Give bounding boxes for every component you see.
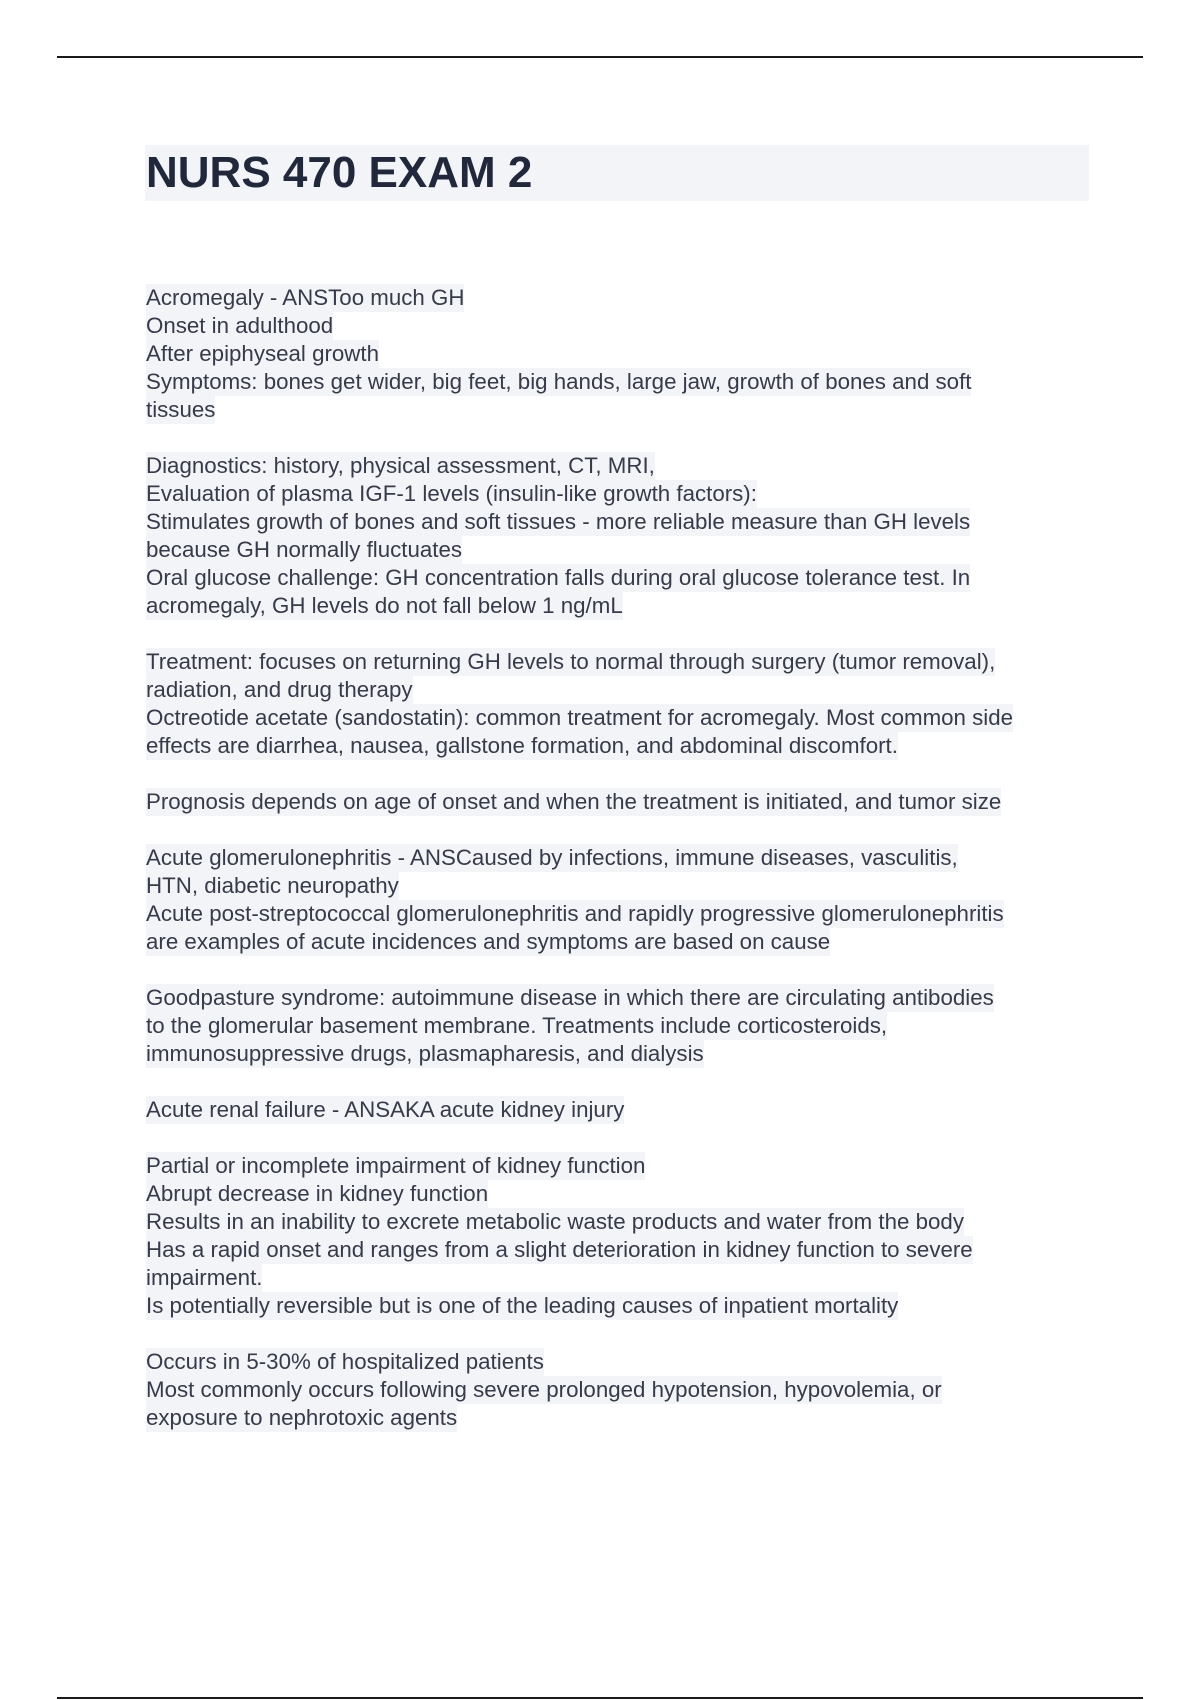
text-line: are examples of acute incidences and symptoms are based on cause: [146, 929, 831, 954]
text-line: Acute renal failure - ANSAKA acute kidney injury: [146, 1097, 625, 1122]
text-line: Abrupt decrease in kidney function: [146, 1181, 489, 1206]
bottom-rule: [57, 1697, 1143, 1699]
text-line: exposure to nephrotoxic agents: [146, 1405, 458, 1430]
text-line: because GH normally fluctuates: [146, 537, 463, 562]
text-line: HTN, diabetic neuropathy: [146, 873, 399, 898]
text-line: Goodpasture syndrome: autoimmune disease in which there are circulating antibodies: [146, 985, 994, 1010]
document-body: [146, 284, 1096, 1460]
text-line: Stimulates growth of bones and soft tissues - more reliable measure than GH levels: [146, 509, 971, 534]
text-line: tissues: [146, 397, 216, 422]
text-line: radiation, and drug therapy: [146, 677, 413, 702]
text-line: Acromegaly - ANSToo much GH: [146, 285, 465, 310]
text-line: effects are diarrhea, nausea, gallstone formation, and abdominal discomfort.: [146, 733, 898, 758]
paragraph-block: [146, 984, 1096, 1068]
page-title: NURS 470 EXAM 2: [146, 148, 533, 197]
text-line: to the glomerular basement membrane. Treatments include corticosteroids,: [146, 1013, 888, 1038]
paragraph-block: [146, 788, 1096, 816]
text-line: Octreotide acetate (sandostatin): common treatment for acromegaly. Most common side: [146, 705, 1014, 730]
text-line: Symptoms: bones get wider, big feet, big hands, large jaw, growth of bones and soft: [146, 369, 972, 394]
text-line: Onset in adulthood: [146, 313, 334, 338]
paragraph-block: [146, 1348, 1096, 1432]
text-line: Is potentially reversible but is one of the leading causes of inpatient mortality: [146, 1293, 899, 1318]
paragraph-block: [146, 284, 1096, 424]
text-line: impairment.: [146, 1265, 263, 1290]
text-line: Has a rapid onset and ranges from a slight deterioration in kidney function to severe: [146, 1237, 973, 1262]
text-line: Oral glucose challenge: GH concentration falls during oral glucose tolerance test. In: [146, 565, 971, 590]
text-line: Diagnostics: history, physical assessment, CT, MRI,: [146, 453, 655, 478]
paragraph-block: [146, 1096, 1096, 1124]
text-line: Prognosis depends on age of onset and when the treatment is initiated, and tumor size: [146, 789, 1002, 814]
text-line: Partial or incomplete impairment of kidney function: [146, 1153, 646, 1178]
paragraph-block: [146, 648, 1096, 760]
text-line: Results in an inability to excrete metabolic waste products and water from the body: [146, 1209, 964, 1234]
text-line: immunosuppressive drugs, plasmapharesis, and dialysis: [146, 1041, 704, 1066]
text-line: Acute post-streptococcal glomerulonephritis and rapidly progressive glomerulonephritis: [146, 901, 1004, 926]
text-line: Occurs in 5-30% of hospitalized patients: [146, 1349, 544, 1374]
text-line: Acute glomerulonephritis - ANSCaused by infections, immune diseases, vasculitis,: [146, 845, 958, 870]
text-line: Most commonly occurs following severe prolonged hypotension, hypovolemia, or: [146, 1377, 942, 1402]
paragraph-block: [146, 1152, 1096, 1320]
text-line: Treatment: focuses on returning GH levels to normal through surgery (tumor removal),: [146, 649, 996, 674]
text-line: acromegaly, GH levels do not fall below 1 ng/mL: [146, 593, 623, 618]
paragraph-block: [146, 452, 1096, 620]
paragraph-block: [146, 844, 1096, 956]
top-rule: [57, 56, 1143, 58]
text-line: Evaluation of plasma IGF-1 levels (insulin-like growth factors):: [146, 481, 757, 506]
text-line: After epiphyseal growth: [146, 341, 380, 366]
